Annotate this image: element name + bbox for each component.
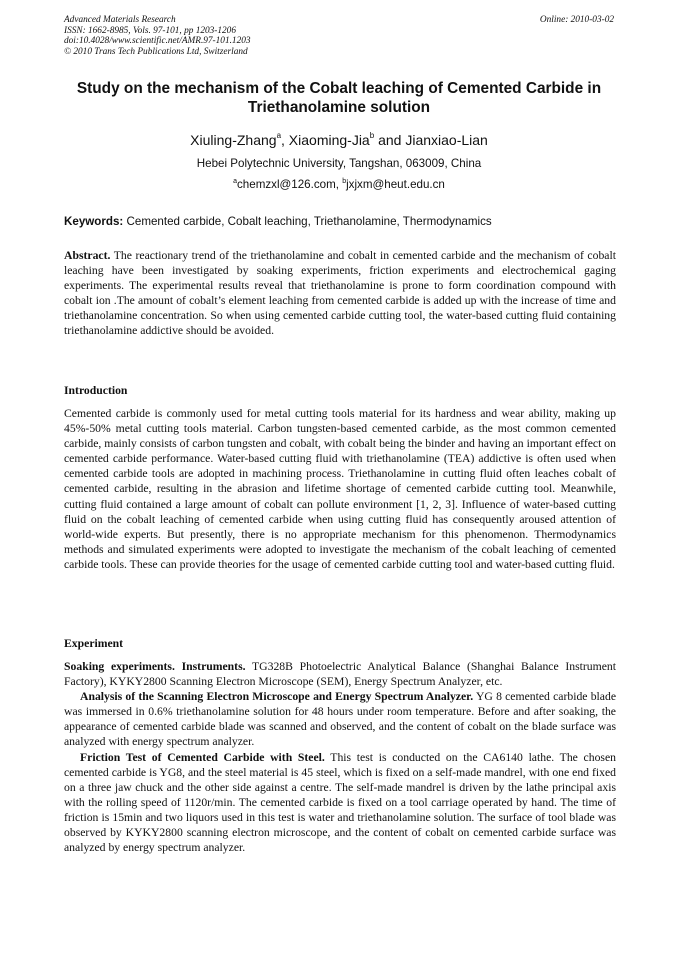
experiment-paragraph-3 — [64, 750, 616, 856]
experiment-body — [64, 659, 616, 855]
author-1-mark: a — [276, 131, 282, 140]
email-a: chemzxl@126.com, — [237, 178, 343, 191]
keywords-text: Cemented carbide, Cobalt leaching, Triethanolamine, Thermodynamics — [123, 215, 492, 228]
abstract-label: Abstract. — [64, 249, 111, 262]
experiment-heading: Experiment — [64, 637, 124, 650]
author-3: Jianxiao-Lian — [405, 132, 488, 148]
author-2: Xiaoming-Jia — [288, 132, 370, 148]
author-conjunction: and — [374, 132, 406, 148]
sem-analysis-text: YG 8 cemented carbide blade was immersed in 0.6% triethanolamine solution for 48 hours under room temperature. Before and after soaking, the appearance of cemented carbide blade was scanned and observed, and the content of cobalt on the blade surface was analyzed with energy spectrum analyzer. — [64, 690, 617, 749]
experiment-paragraph-2 — [64, 689, 616, 749]
author-separator: , — [281, 132, 289, 148]
paper-title: Study on the mechanism of the Cobalt leaching of Cemented Carbide in Triethanolamine solution — [76, 80, 602, 116]
experiment-paragraph-1 — [64, 659, 616, 689]
abstract-text: The reactionary trend of the triethanolamine and cobalt in cemented carbide and the mechanism of cobalt leaching have been investigated by soaking experiments, friction experiments and electrochemical gaging experiments. The experimental results reveal that triethanolamine is prone to form coordination compound with cobalt ion .The amount of cobalt’s element leaching from cemented carbide is added up with the increase of time and triethanolamine concentration. So when using cemented carbide cutting tool, the water-based cutting fluid containing triethanolamine addictive should be avoided. — [64, 249, 616, 338]
email-mark-b: b — [342, 178, 347, 185]
friction-test-subheading: Friction Test of Cemented Carbide with Steel. — [80, 750, 325, 764]
keywords-label: Keywords: — [64, 215, 124, 228]
introduction-heading: Introduction — [64, 384, 128, 397]
doi-line: doi:10.4028/www.scientific.net/AMR.97-101.1203 — [64, 36, 251, 47]
friction-test-text: This test is conducted on the CA6140 lathe. The chosen cemented carbide is YG8, and the steel material is 45 steel, which is fixed on a self-made mandrel, with one end fixed on a three jaw chuck and the other side against a centre. The self-made mandrel is driven by the lathe principal axis with the rolling speed of 1120r/min. The cemented carbide is fixed on a tool carriage operated by hand. The time of friction is 15min and two liquors used in this test is water and triethanolamine solution. The surface of tool blade was observed by KYKY2800 scanning electron microscope, and the content of cobalt on cemented carbide surface was analyzed by energy spectrum analyzer. — [64, 750, 616, 855]
sem-analysis-subheading: Analysis of the Scanning Electron Microscope and Energy Spectrum Analyzer. — [80, 690, 474, 704]
issn-line: ISSN: 1662-8985, Vols. 97-101, pp 1203-1206 — [64, 25, 236, 36]
soaking-subheading: Soaking experiments. Instruments. — [64, 660, 246, 673]
introduction-body — [64, 406, 616, 572]
journal-name: Advanced Materials Research — [64, 15, 176, 25]
author-2-mark: b — [369, 131, 375, 140]
author-list — [0, 131, 678, 149]
online-date: Online: 2010-03-02 — [539, 15, 614, 25]
email-b: jxjxm@heut.edu.cn — [346, 178, 445, 191]
email-mark-a: a — [233, 178, 237, 185]
copyright-line: © 2010 Trans Tech Publications Ltd, Switzerland — [64, 46, 248, 57]
journal-header — [64, 15, 251, 57]
keywords — [64, 215, 616, 229]
affiliation: Hebei Polytechnic University, Tangshan, 063009, China — [196, 157, 482, 170]
introduction-paragraph: Cemented carbide is commonly used for metal cutting tools material for its hardness and wear ability, making up 45%-50% metal cutting tools material. Carbon tungsten-based cemented carbide, as the most common cemented carbide, mainly consists of carbon tungsten and cobalt, with cobalt being the binder and having an important effect on cemented carbide performance. Water-based cutting fluid with triethanolamine (TEA) addictive is often used when cemented carbide tools are adopted in machining process. Triethanolamine in cutting fluid often leaches cobalt of cemented carbide, resulting in the abrasion and lifetime shortage of cemented carbide cutting tool. Meanwhile, cutting fluid contained a large amount of cobalt can pollute environment [1, 2, 3]. Influence of water-based cutting fluid on the cobalt leaching of cemented carbide when using cutting fluid has consequently aroused attention of world-wide experts. But presently, there is no appropriate mechanism for this phenomenon. Thermodynamics methods and simulated experiments were adopted to investigate the mechanism of the cobalt leaching of cemented carbide tools. These can provide theories for the usage of cemented carbide cutting tool and water-based cutting fluid. — [64, 407, 616, 571]
soaking-text: TG328B Photoelectric Analytical Balance (Shanghai Balance Instrument Factory), KYKY2800 Scanning Electron Microscope (SEM), Energy Spectrum Analyzer, etc. — [64, 660, 616, 689]
author-1: Xiuling-Zhang — [190, 132, 277, 148]
author-emails — [0, 178, 678, 192]
abstract — [64, 248, 616, 339]
